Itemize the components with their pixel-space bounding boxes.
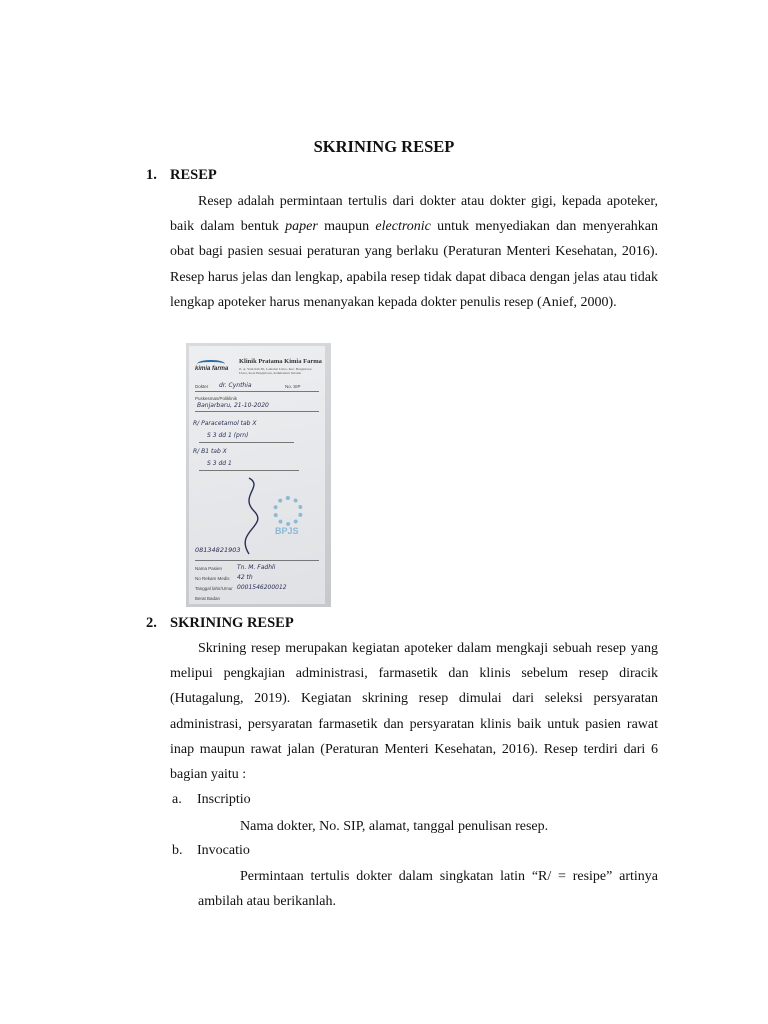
brand-name: kimia farma [195,366,229,372]
section-1-text-c: untuk menyediakan dan menyerahkan obat bagi pasien sesuai peraturan yang berlaku (Peraturan Menteri Kesehatan, 2016). Resep harus jelas dan lengkap, apabila resep tidak dapat dibaca dengan jelas atau tidak lengkap apoteker harus menanyakan kepada dokter penulis resep (Anief, 2000). [170,219,658,310]
place-date-value: Banjarbaru, 21-10-2020 [197,402,269,409]
berat-badan-label: Berat Badan [195,596,221,601]
rx-line-1: R/ Paracetamol tab X [193,420,257,427]
list-item-name: Invocatio [197,843,250,858]
section-2-number: 2. [146,615,157,631]
section-1-number: 1. [146,167,157,183]
tanggal-lahir-label: Tanggal lahir/Umur [195,586,233,591]
dokter-value: dr. Cynthia [219,382,252,389]
section-1-paragraph [170,189,658,315]
list-item-name: Inscriptio [197,792,251,807]
section-2-paragraph [170,636,658,787]
rx-line-3: R/ B1 tab X [193,448,227,455]
section-2-heading [146,615,294,632]
list-item-description [198,864,658,914]
invocatio-description: Permintaan tertulis dokter dalam singkatan latin “R/ = resipe” artinya ambilah atau berikanlah. [198,869,658,910]
bpjs-stamp-icon [273,496,303,526]
section-2-title: SKRINING RESEP [170,615,294,631]
rx-underline [199,442,294,443]
list-item-letter: a. [172,792,182,807]
divider-line [195,560,319,561]
nama-pasien-value: Tn. M. Fadhli [237,564,276,571]
nama-pasien-label: Nama Pasien [195,566,223,571]
list-item-inscriptio [172,792,251,808]
place-date-label: Puskesmas/Poliklinik [195,396,238,401]
page-title: SKRINING RESEP [313,137,455,156]
rx-line-2: S 3 dd 1 (prn) [207,432,249,439]
section-1-text-a: Resep adalah permintaan tertulis dari dokter atau dokter gigi, kepada apoteker, baik dalam bentuk [170,194,658,235]
sip-label: No. SIP [285,384,301,389]
prescription-photo [186,343,331,607]
closing-squiggle-icon [229,476,269,556]
list-item-letter: b. [172,843,183,858]
phone-number: 08134821903 [195,546,241,554]
clinic-address: Jl. A. Yani Km 36, Loktabat Utara, Kec. Banjarbaru Utara, Kota Banjarbaru, Kalimantan Selatan [239,367,312,375]
section-1-em-paper: paper [285,219,318,235]
rx-line-4: S 3 dd 1 [207,460,232,467]
tanggal-lahir-value: 0001546200012 [237,584,287,591]
section-2-text: Skrining resep merupakan kegiatan apoteker dalam mengkaji sebuah resep yang melipui pengkajian administrasi, farmasetik dan klinis sebelum resep diracik (Hutagalung, 2019). Kegiatan skrining resep dimulai dari seleksi persyaratan administrasi, persyaratan farmasetik dan persyaratan klinis baik untuk pasien rawat inap maupun rawat jalan (Peraturan Menteri Kesehatan, 2016). Resep terdiri dari 6 bagian yaitu : [170,641,658,783]
inscriptio-description: Nama dokter, No. SIP, alamat, tanggal penulisan resep. [240,819,549,834]
divider-line [195,411,319,412]
list-item-invocatio [172,843,250,859]
no-rekam-medis-value: 42 th [237,574,253,581]
section-1-em-electronic: electronic [375,219,431,235]
section-1-heading [146,167,217,184]
bpjs-stamp-text: BPJS [275,526,299,536]
list-item-description [198,814,658,839]
dokter-label: Dokter [195,384,209,389]
prescription-paper [189,346,325,604]
section-1-title: RESEP [170,167,217,183]
section-1-text-b: maupun [317,219,376,235]
no-rekam-medis-label: No Rekam Medis [195,576,230,581]
rx-underline [199,470,299,471]
clinic-name: Klinik Pratama Kimia Farma [239,358,322,365]
divider-line [195,391,319,392]
